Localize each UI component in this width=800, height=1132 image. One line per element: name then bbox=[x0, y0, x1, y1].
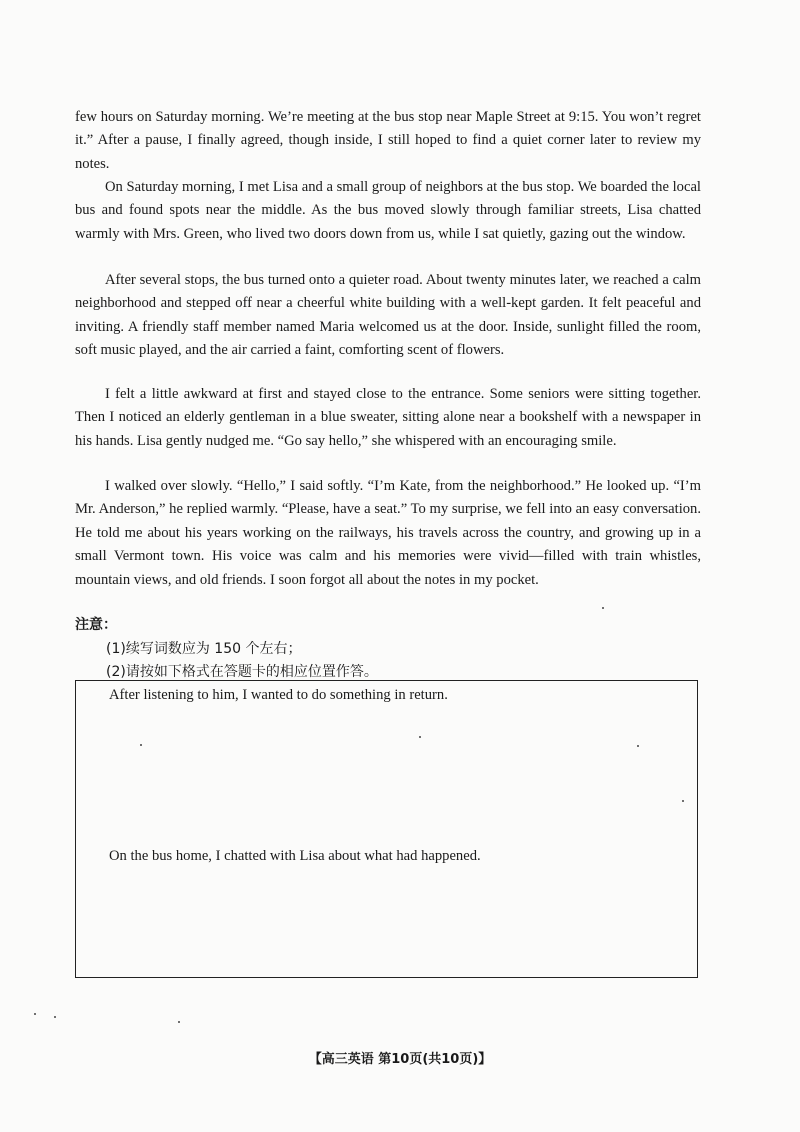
note-item-format: (2)请按如下格式在答题卡的相应位置作答。 bbox=[106, 664, 378, 680]
answer-opening-sentence-1: After listening to him, I wanted to do something in return. bbox=[109, 687, 448, 703]
page-footer: 【高三英语 第10页(共10页)】 bbox=[308, 1052, 492, 1067]
note-item-word-count: (1)续写词数应为 150 个左右； bbox=[106, 641, 302, 657]
notes-title: 注意： bbox=[75, 617, 117, 633]
story-paragraph-2: On Saturday morning, I met Lisa and a small group of neighbors at the bus stop. We boarded the local bus and found spots near the middle. As the bus moved slowly through familiar streets, Lisa chatted warmly with Mrs. Green, who lived two doors down from us, while I sat quietly, gazing out the window. bbox=[75, 179, 701, 242]
scan-speck bbox=[178, 1021, 180, 1023]
scan-speck bbox=[54, 1016, 56, 1018]
answer-opening-sentence-2: On the bus home, I chatted with Lisa about what had happened. bbox=[109, 848, 481, 864]
scan-speck bbox=[637, 745, 639, 747]
answer-box[interactable] bbox=[75, 680, 698, 978]
story-paragraph-3: After several stops, the bus turned onto a quieter road. About twenty minutes later, we reached a calm neighborhood and stepped off near a cheerful white building with a well-kept garden. It felt peaceful and inviting. A friendly staff member named Maria welcomed us at the door. Inside, sunlight filled the room, soft music played, and the air carried a faint, comforting scent of flowers. bbox=[75, 272, 701, 359]
story-paragraph-5: I walked over slowly. “Hello,” I said softly. “I’m Kate, from the neighborhood.” He looked up. “I’m Mr. Anderson,” he replied warmly. “Please, have a seat.” To my surprise, we fell into an easy conversation. He told me about his years working on the railways, his travels across the country, and growing up in a small Vermont town. His voice was calm and his memories were vivid—filled with train whistles, mountain views, and old friends. I soon forgot all about the notes in my pocket. bbox=[75, 478, 701, 588]
story-paragraph-4: I felt a little awkward at first and stayed close to the entrance. Some seniors were sitting together. Then I noticed an elderly gentleman in a blue sweater, sitting alone near a bookshelf with a newspaper in his hands. Lisa gently nudged me. “Go say hello,” she whispered with an encouraging smile. bbox=[75, 386, 701, 449]
scan-speck bbox=[34, 1013, 36, 1015]
scan-speck bbox=[602, 607, 604, 609]
story-paragraph-1: few hours on Saturday morning. We’re meeting at the bus stop near Maple Street at 9:15. You won’t regret it.” After a pause, I finally agreed, though inside, I still hoped to find a quiet corner later to review my notes. bbox=[75, 109, 701, 172]
scan-speck bbox=[419, 736, 421, 738]
scan-speck bbox=[140, 744, 142, 746]
scan-speck bbox=[682, 800, 684, 802]
